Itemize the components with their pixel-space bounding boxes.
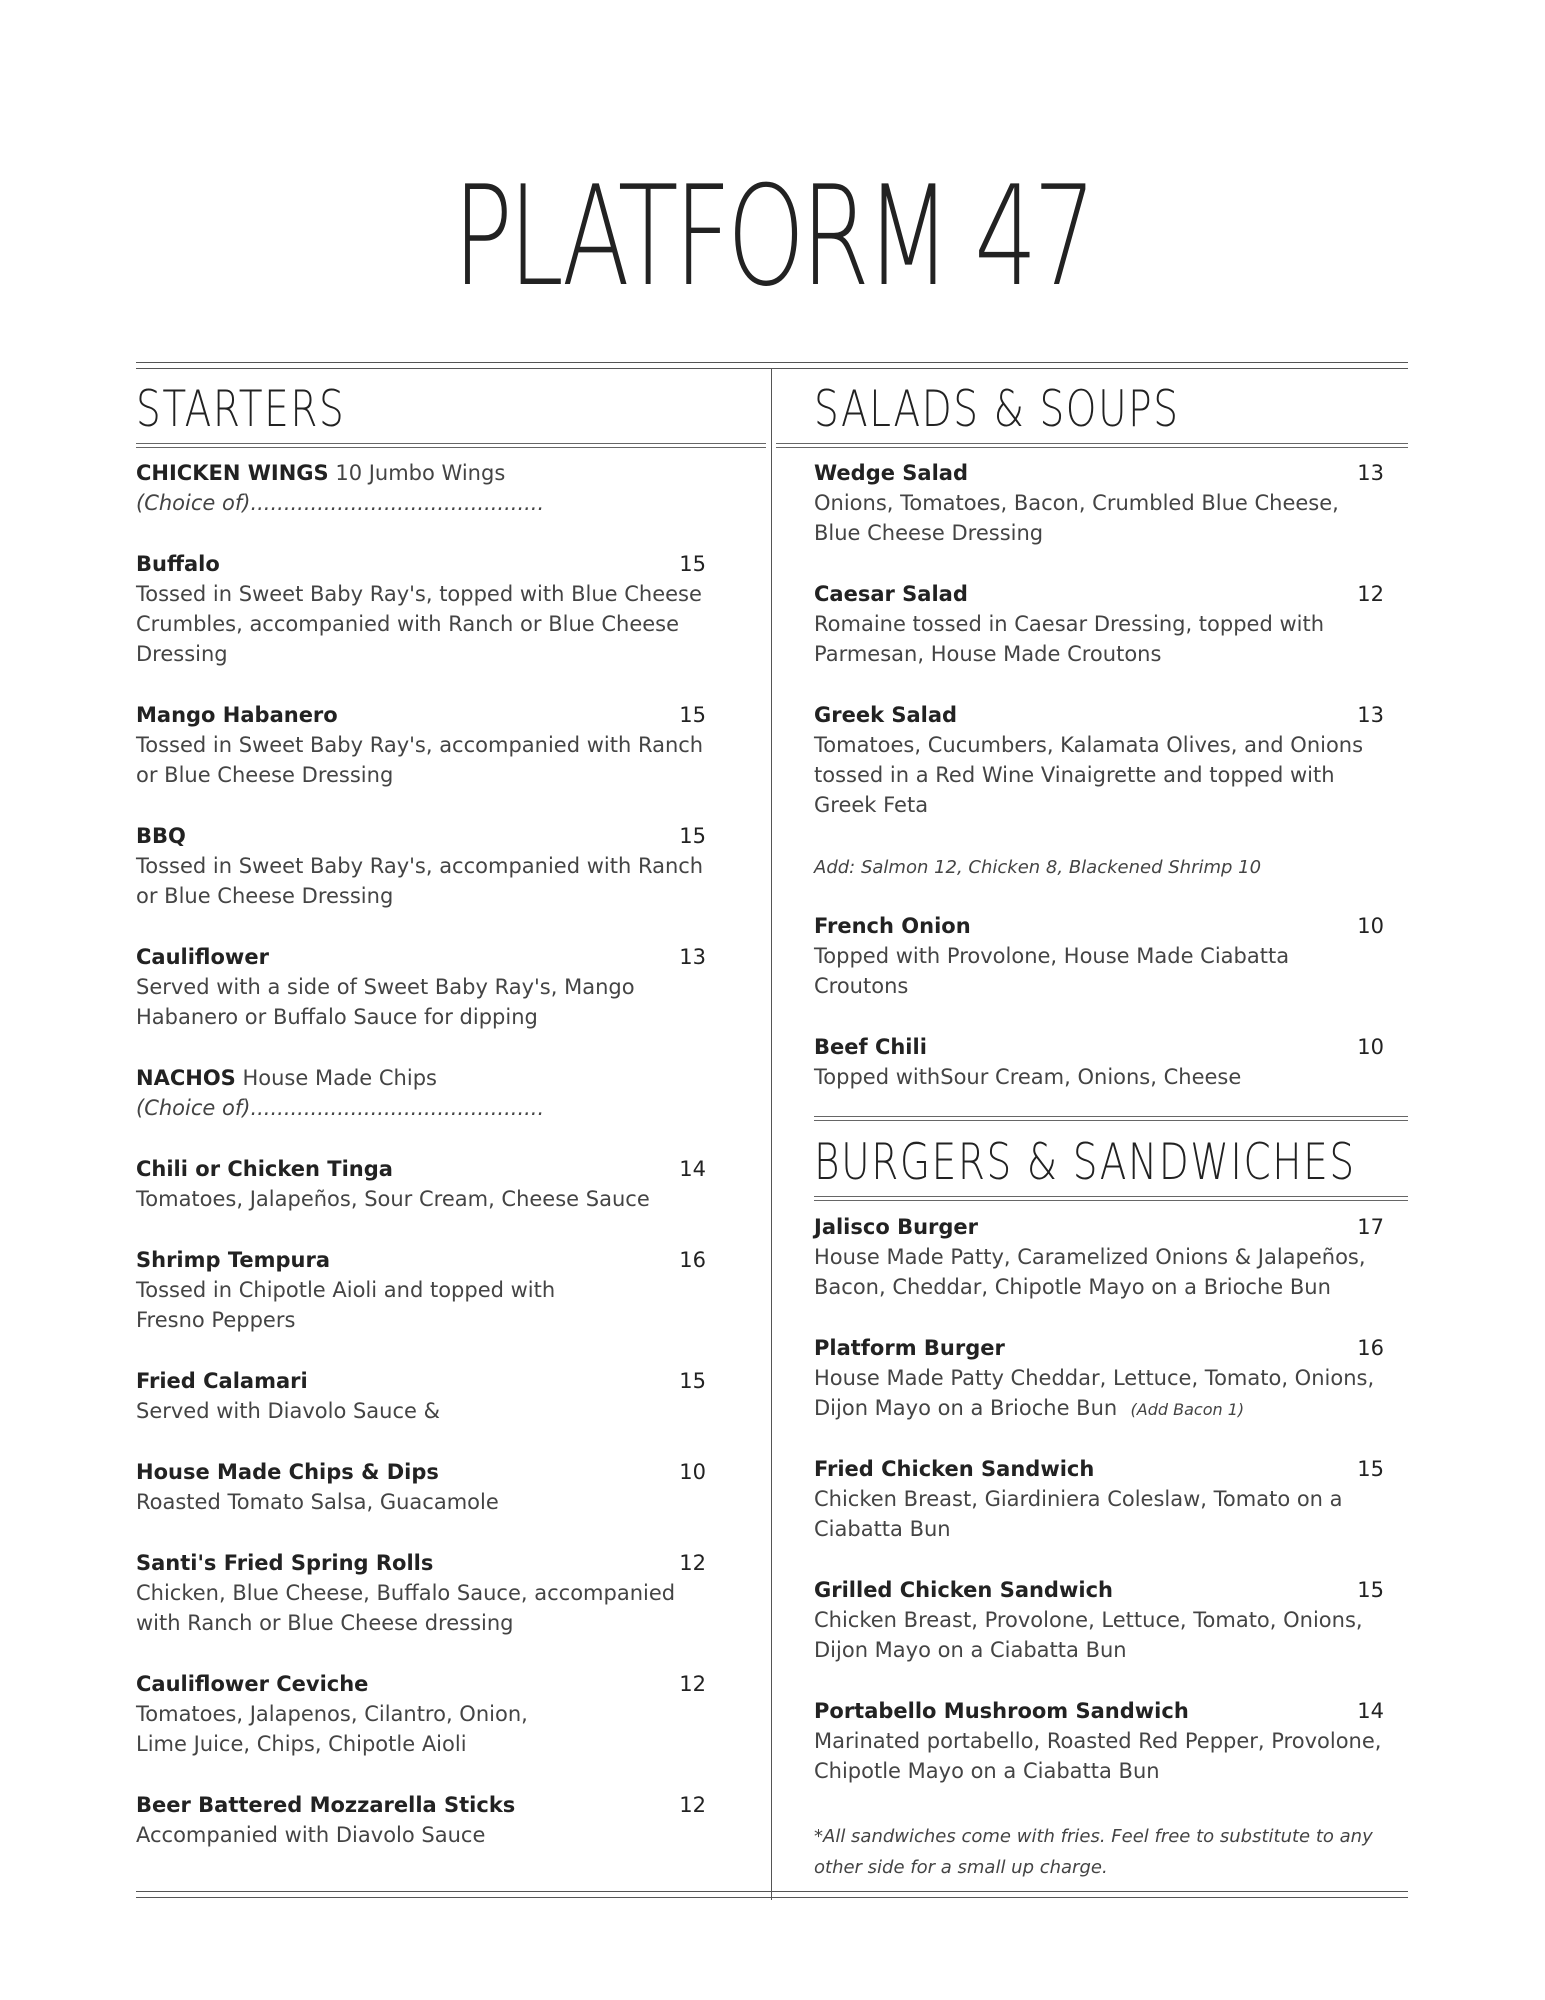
item-name: Shrimp Tempura <box>136 1248 331 1272</box>
nachos-choice: (Choice of) <box>136 1096 251 1120</box>
nachos-dots: ............................................ <box>250 1096 545 1120</box>
item-price: 16 <box>679 1248 706 1272</box>
salads-rule <box>776 443 1408 448</box>
item-description: Onions, Tomatoes, Bacon, Crumbled Blue Cheese, Blue Cheese Dressing <box>814 491 1339 545</box>
item-price: 10 <box>679 1460 706 1484</box>
burgers-rule <box>814 1196 1408 1201</box>
menu-item <box>136 700 706 790</box>
menu-item <box>136 1457 706 1517</box>
menu-item <box>136 1548 706 1638</box>
item-price: 15 <box>1357 1578 1384 1602</box>
item-description: House Made Patty Cheddar, Lettuce, Tomato, Onions, Dijon Mayo on a Brioche Bun <box>814 1366 1375 1420</box>
item-name: Mango Habanero <box>136 703 338 727</box>
chicken-wings-group <box>136 458 714 518</box>
menu-item <box>814 1454 1384 1544</box>
item-price: 14 <box>1357 1699 1384 1723</box>
item-description: Chicken, Blue Cheese, Buffalo Sauce, accompanied with Ranch or Blue Cheese dressing <box>136 1581 676 1635</box>
column-divider <box>771 368 772 1900</box>
item-description: Marinated portabello, Roasted Red Pepper, Provolone, Chipotle Mayo on a Ciabatta Bun <box>814 1729 1382 1783</box>
item-description: Tomatoes, Jalapenos, Cilantro, Onion, Lime Juice, Chips, Chipotle Aioli <box>136 1702 528 1756</box>
item-price: 12 <box>1357 582 1384 606</box>
item-price: 15 <box>679 824 706 848</box>
item-price: 10 <box>1357 914 1384 938</box>
burgers-heading: BURGERS & SANDWICHES <box>814 1133 1356 1191</box>
item-addon: (Add Bacon 1) <box>1130 1400 1245 1419</box>
item-name: Cauliflower Ceviche <box>136 1672 369 1696</box>
item-price: 14 <box>679 1157 706 1181</box>
sandwich-footnote: *All sandwiches come with fries. Feel free to substitute to any other side for a small up charge. <box>814 1826 1373 1878</box>
item-name: Santi's Fried Spring Rolls <box>136 1551 434 1575</box>
item-name: Portabello Mushroom Sandwich <box>814 1699 1189 1723</box>
chicken-wings-tag: 10 Jumbo Wings <box>335 461 506 485</box>
item-price: 12 <box>679 1793 706 1817</box>
item-name: Caesar Salad <box>814 582 968 606</box>
item-description: Topped with Provolone, House Made Ciabatta Croutons <box>814 944 1290 998</box>
item-price: 10 <box>1357 1035 1384 1059</box>
item-description: House Made Patty, Caramelized Onions & Jalapeños, Bacon, Cheddar, Chipotle Mayo on a Brioche Bun <box>814 1245 1366 1299</box>
item-description: Roasted Tomato Salsa, Guacamole <box>136 1490 499 1514</box>
menu-item <box>814 1575 1384 1665</box>
menu-item <box>136 1245 706 1335</box>
nachos-tag: House Made Chips <box>242 1066 437 1090</box>
item-price: 16 <box>1357 1336 1384 1360</box>
item-description: Tossed in Sweet Baby Ray's, topped with Blue Cheese Crumbles, accompanied with Ranch or Blue Cheese Dressing <box>136 582 702 666</box>
item-price: 17 <box>1357 1215 1384 1239</box>
item-price: 13 <box>1357 703 1384 727</box>
item-name: Fried Chicken Sandwich <box>814 1457 1095 1481</box>
salad-addons: Add: Salmon 12, Chicken 8, Blackened Shrimp 10 <box>814 857 1262 878</box>
item-name: Platform Burger <box>814 1336 1005 1360</box>
item-description: Tomatoes, Cucumbers, Kalamata Olives, and Onions tossed in a Red Wine Vinaigrette and topped with Greek Feta <box>814 733 1364 817</box>
chicken-wings-dots: ............................................ <box>250 491 545 515</box>
item-price: 12 <box>679 1672 706 1696</box>
item-name: French Onion <box>814 914 971 938</box>
item-name: Buffalo <box>136 552 220 576</box>
item-price: 15 <box>679 703 706 727</box>
item-description: Topped withSour Cream, Onions, Cheese <box>814 1065 1242 1089</box>
menu-item <box>814 1696 1384 1786</box>
item-price: 15 <box>1357 1457 1384 1481</box>
menu-item <box>814 1032 1384 1092</box>
menu-item <box>814 1333 1384 1425</box>
item-description: Chicken Breast, Giardiniera Coleslaw, Tomato on a Ciabatta Bun <box>814 1487 1343 1541</box>
item-name: BBQ <box>136 824 186 848</box>
item-description: Served with Diavolo Sauce & <box>136 1399 440 1423</box>
item-price: 15 <box>679 1369 706 1393</box>
burgers-top-rule <box>814 1116 1408 1121</box>
item-description: Chicken Breast, Provolone, Lettuce, Tomato, Onions, Dijon Mayo on a Ciabatta Bun <box>814 1608 1363 1662</box>
item-name: Beef Chili <box>814 1035 927 1059</box>
nachos-group <box>136 1063 714 1123</box>
menu-item <box>814 700 1384 820</box>
nachos-name: NACHOS <box>136 1066 236 1090</box>
bottom-double-rule <box>136 1891 1408 1898</box>
restaurant-title: PLATFORM 47 <box>452 156 1093 317</box>
menu-item <box>136 821 706 911</box>
starters-heading: STARTERS <box>136 380 346 438</box>
salads-heading: SALADS & SOUPS <box>814 380 1180 438</box>
item-description: Tossed in Sweet Baby Ray's, accompanied with Ranch or Blue Cheese Dressing <box>136 854 704 908</box>
starters-rule <box>136 443 766 448</box>
top-double-rule <box>136 362 1408 369</box>
item-description: Tomatoes, Jalapeños, Sour Cream, Cheese Sauce <box>136 1187 650 1211</box>
item-name: Fried Calamari <box>136 1369 308 1393</box>
item-price: 13 <box>679 945 706 969</box>
menu-item <box>814 911 1384 1001</box>
item-price: 15 <box>679 552 706 576</box>
item-name: Jalisco Burger <box>814 1215 979 1239</box>
item-description: Accompanied with Diavolo Sauce <box>136 1823 486 1847</box>
item-description: Tossed in Chipotle Aioli and topped with Fresno Peppers <box>136 1278 556 1332</box>
menu-item <box>136 1154 706 1214</box>
menu-item <box>814 458 1384 548</box>
menu-item <box>814 579 1384 669</box>
menu-item <box>814 1212 1384 1302</box>
menu-item <box>136 1790 706 1850</box>
item-name: Greek Salad <box>814 703 958 727</box>
item-name: Beer Battered Mozzarella Sticks <box>136 1793 516 1817</box>
chicken-wings-choice: (Choice of) <box>136 491 251 515</box>
item-price: 13 <box>1357 461 1384 485</box>
item-description: Tossed in Sweet Baby Ray's, accompanied with Ranch or Blue Cheese Dressing <box>136 733 704 787</box>
item-price: 12 <box>679 1551 706 1575</box>
chicken-wings-name: CHICKEN WINGS <box>136 461 329 485</box>
menu-item <box>136 1366 706 1426</box>
item-name: House Made Chips & Dips <box>136 1460 439 1484</box>
item-description: Served with a side of Sweet Baby Ray's, Mango Habanero or Buffalo Sauce for dipping <box>136 975 635 1029</box>
item-name: Wedge Salad <box>814 461 968 485</box>
item-name: Cauliflower <box>136 945 269 969</box>
menu-item <box>136 1669 706 1759</box>
item-name: Chili or Chicken Tinga <box>136 1157 393 1181</box>
item-name: Grilled Chicken Sandwich <box>814 1578 1113 1602</box>
item-description: Romaine tossed in Caesar Dressing, topped with Parmesan, House Made Croutons <box>814 612 1325 666</box>
menu-item <box>136 549 706 669</box>
menu-item <box>136 942 706 1032</box>
